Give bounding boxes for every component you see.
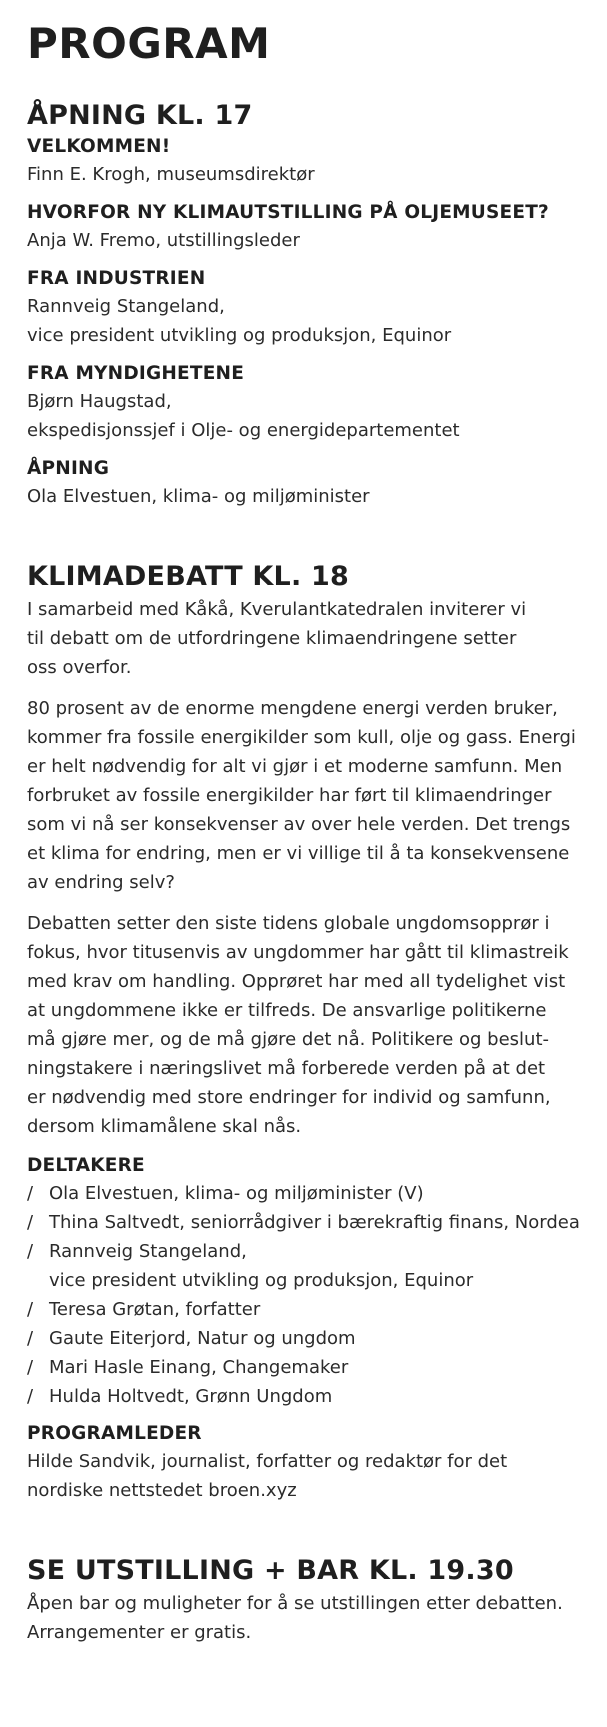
- agenda-item-speaker: Rannveig Stangeland,: [27, 296, 225, 317]
- participant-role: vice president utvikling og produksjon, Equinor: [49, 1270, 474, 1291]
- list-item: [27, 1353, 580, 1382]
- bar-line: Åpen bar og muligheter for å se utstillingen etter debatten.: [27, 1593, 563, 1614]
- agenda-item: [27, 456, 580, 511]
- debate-paragraph: [27, 595, 580, 682]
- list-item: [27, 1324, 580, 1353]
- paragraph-line: er nødvendig med store endringer for individ og samfunn,: [27, 1087, 551, 1108]
- agenda-item-speaker-role: vice president utvikling og produksjon, Equinor: [27, 325, 452, 346]
- list-marker: /: [27, 1328, 34, 1349]
- participant-name: Mari Hasle Einang, Changemaker: [49, 1357, 349, 1378]
- host-block: [27, 1421, 580, 1505]
- agenda-item-speaker: Ola Elvestuen, klima- og miljøminister: [27, 486, 370, 507]
- participant-name: Teresa Grøtan, forfatter: [49, 1299, 261, 1320]
- paragraph-line: Debatten setter den siste tidens globale ungdomsopprør i: [27, 913, 550, 934]
- paragraph-line: fokus, hvor titusenvis av ungdommer har gått til klimastreik: [27, 942, 569, 963]
- agenda-item: [27, 361, 580, 445]
- list-marker: /: [27, 1241, 34, 1262]
- agenda-item-speaker: Bjørn Haugstad,: [27, 391, 172, 412]
- list-marker: /: [27, 1299, 34, 1320]
- list-marker: /: [27, 1386, 34, 1407]
- agenda-item: [27, 134, 580, 189]
- bar-line: Arrangementer er gratis.: [27, 1622, 252, 1643]
- list-item: [27, 1179, 580, 1208]
- paragraph-line: må gjøre mer, og de må gjøre det nå. Politikere og beslut-: [27, 1029, 549, 1050]
- agenda-item-title: HVORFOR NY KLIMAUTSTILLING PÅ OLJEMUSEET?: [27, 202, 549, 223]
- opening-section: [27, 98, 580, 511]
- opening-heading: ÅPNING KL. 17: [27, 100, 253, 131]
- paragraph-line: et klima for endring, men er vi villige til å ta konsekvensene: [27, 843, 570, 864]
- agenda-item-speaker: Anja W. Fremo, utstillingsleder: [27, 230, 300, 251]
- bar-section: [27, 1553, 580, 1647]
- participant-name: Rannveig Stangeland,: [49, 1241, 247, 1262]
- paragraph-line: med krav om handling. Opprøret har med all tydelighet vist: [27, 971, 566, 992]
- agenda-item-title: ÅPNING: [27, 458, 110, 479]
- paragraph-line: som vi nå ser konsekvenser av over hele verden. Det trengs: [27, 814, 571, 835]
- agenda-item-speaker-role: ekspedisjonssjef i Olje- og energidepartementet: [27, 420, 460, 441]
- paragraph-line: at ungdommene ikke er tilfreds. De ansvarlige politikerne: [27, 1000, 547, 1021]
- paragraph-line: I samarbeid med Kåkå, Kverulantkatedralen inviterer vi: [27, 599, 527, 620]
- list-marker: /: [27, 1183, 34, 1204]
- paragraph-line: 80 prosent av de enorme mengdene energi verden bruker,: [27, 698, 558, 719]
- agenda-item-speaker: Finn E. Krogh, museumsdirektør: [27, 164, 315, 185]
- debate-paragraph: [27, 909, 580, 1141]
- bar-heading: SE UTSTILLING + BAR KL. 19.30: [27, 1555, 514, 1586]
- participant-name: Thina Saltvedt, seniorrådgiver i bærekraftig finans, Nordea: [49, 1212, 580, 1233]
- paragraph-line: oss overfor.: [27, 657, 132, 678]
- agenda-item: [27, 266, 580, 350]
- page-title: PROGRAM: [27, 19, 271, 68]
- host-line: Hilde Sandvik, journalist, forfatter og redaktør for det: [27, 1451, 508, 1472]
- participants-list: [27, 1179, 580, 1411]
- paragraph-line: av endring selv?: [27, 872, 175, 893]
- debate-heading: KLIMADEBATT KL. 18: [27, 561, 349, 592]
- list-item: [27, 1295, 580, 1324]
- participant-name: Gaute Eiterjord, Natur og ungdom: [49, 1328, 356, 1349]
- agenda-item: [27, 200, 580, 255]
- paragraph-line: dersom klimamålene skal nås.: [27, 1116, 302, 1137]
- agenda-item-title: FRA MYNDIGHETENE: [27, 363, 245, 384]
- host-title: PROGRAMLEDER: [27, 1423, 202, 1444]
- list-item: [27, 1237, 580, 1295]
- agenda-item-title: VELKOMMEN!: [27, 136, 171, 157]
- paragraph-line: forbruket av fossile energikilder har ført til klimaendringer: [27, 785, 552, 806]
- debate-section: [27, 559, 580, 1505]
- list-marker: /: [27, 1357, 34, 1378]
- participant-name: Hulda Holtvedt, Grønn Ungdom: [49, 1386, 333, 1407]
- list-item: [27, 1382, 580, 1411]
- paragraph-line: er helt nødvendig for alt vi gjør i et moderne samfunn. Men: [27, 756, 563, 777]
- list-marker: /: [27, 1212, 34, 1233]
- list-item: [27, 1208, 580, 1237]
- paragraph-line: ningstakere i næringslivet må forberede verden på at det: [27, 1058, 546, 1079]
- participants-title: DELTAKERE: [27, 1155, 145, 1176]
- paragraph-line: til debatt om de utfordringene klimaendringene setter: [27, 628, 517, 649]
- participant-name: Ola Elvestuen, klima- og miljøminister (V): [49, 1183, 424, 1204]
- paragraph-line: kommer fra fossile energikilder som kull, olje og gass. Energi: [27, 727, 576, 748]
- host-line: nordiske nettstedet broen.xyz: [27, 1480, 297, 1501]
- agenda-item-title: FRA INDUSTRIEN: [27, 268, 206, 289]
- debate-paragraph: [27, 694, 580, 897]
